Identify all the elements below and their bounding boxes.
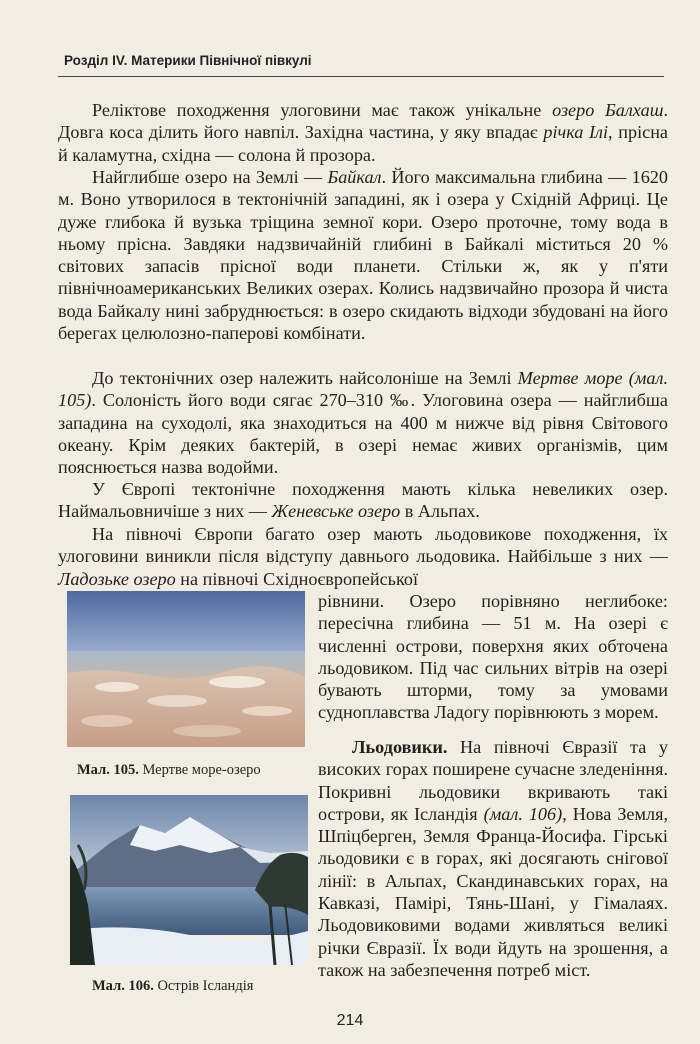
section-heading-glaciers: Льодовики. bbox=[352, 737, 448, 757]
figure-ref-106: (мал. 106) bbox=[483, 803, 563, 824]
caption-figure-105: Мал. 105. Мертве море-озеро bbox=[77, 762, 261, 778]
caption-label: Мал. 105. bbox=[77, 762, 139, 778]
paragraph-geneva: У Європі тектонічне походження мають кілька невеликих озер. Наймальовничіше з них — Женевське озеро в Альпах. bbox=[58, 479, 668, 522]
paragraph-dead-sea: До тектонічних озер належить найсолоніше на Землі Мертве море (мал. 105). Солоність його води сягає 270–310 ‰. Улоговина озера — найглибша западина на суходолі, яка знаходиться на 400 м нижче від рівня Світового океану. Крім деяких бактерій, в озері немає живих організмів, цим пояснюється назва водойми. bbox=[58, 368, 668, 478]
header-rule bbox=[58, 76, 664, 77]
photo-iceland bbox=[70, 795, 308, 965]
page-number: 214 bbox=[336, 1012, 364, 1029]
paragraph-baikal: Найглибше озеро на Землі — Байкал. Його максимальна глибина — 1620 м. Воно утворилося в тектонічній западині, як і озера у Східній Африці. Це дуже глибока й вузька тріщина земної кори. Озеро проточне, тому вода в ньому прісна. Завдяки надзвичайній глибині в Байкалі міститься 20 % світових запасів прісної води планети. Стільки ж, як у п'яти північноамериканських Великих озерах. Колись надзвичайно прозора й чиста вода Байкалу нині забруднюється: в озеро скидають відходи збудовані на його берегах целюлозно-паперові комбінати. bbox=[58, 167, 668, 344]
paragraph-balkhash: Реліктове походження улоговини має також унікальне озеро Балхаш. Довга коса ділить його навпіл. Західна частина, у яку впадає річка Ілі, прісна й каламутна, східна — солона й прозора. bbox=[58, 100, 668, 165]
caption-label: Мал. 106. bbox=[92, 978, 154, 994]
term-dead-sea: Мертве море (мал. 105) bbox=[58, 368, 668, 411]
paragraph-ladoga-continued: рівнини. Озеро порівняно неглибоке: пересічна глибина — 51 м. На озері є численні острови, поверхня яких обточена льодовиком. Під час сильних вітрів на озері бувають шторми, тому за умовами судноплавства Ладогу порівнюють з морем. bbox=[318, 591, 668, 723]
caption-figure-106: Мал. 106. Острів Ісландія bbox=[92, 978, 254, 994]
paragraph-glaciers: Льодовики. На півночі Євразії та у високих горах поширене сучасне зледеніння. Покривні льодовики вкривають такі острови, як Ісландія (мал. 106), Нова Земля, Шпіцберген, Земля Франца-Йосифа. Гірські льодовики є в горах, які досягають снігової лінії: в Альпах, Скандинавських горах, на Кавказі, Памірі, Тянь-Шані, у Гімалаях. Льодовиковими водами живляться великі річки Євразії. Їх води йдуть на зрошення, а також на забезпечення потреб міст. bbox=[318, 737, 668, 980]
term-baikal: Байкал bbox=[327, 167, 382, 187]
chapter-header: Розділ IV. Материки Північної півкулі bbox=[64, 53, 312, 68]
photo-dead-sea bbox=[67, 591, 305, 747]
term-geneva-lake: Женевське озеро bbox=[271, 501, 401, 522]
term-ili-river: річка Ілі bbox=[543, 122, 609, 143]
term-balkhash: озеро Балхаш bbox=[552, 100, 664, 120]
term-ladoga-lake: Ладозьке озеро bbox=[58, 568, 176, 589]
paragraph-ladoga: На півночі Європи багато озер мають льодовикове походження, їх улоговини виникли після відступу давнього льодовика. Найбільше з них — Ладозьке озеро на півночі Східноєвропейської bbox=[58, 524, 668, 589]
